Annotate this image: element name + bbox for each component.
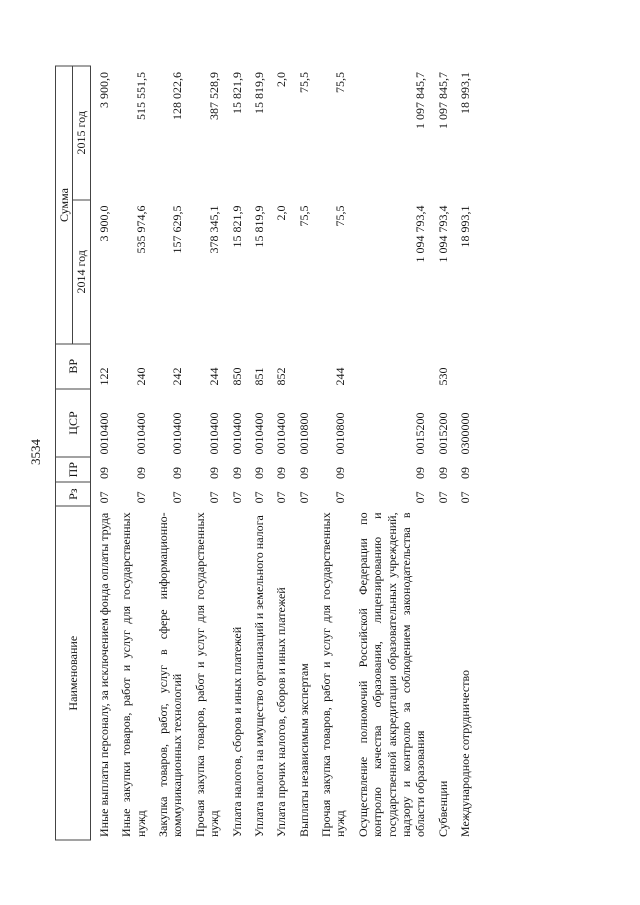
row-csr: 0300000 <box>458 412 473 455</box>
row-amount-2015: 515 551,5 <box>133 72 148 120</box>
rotated-page <box>55 66 585 841</box>
page-number: 3534 <box>28 439 43 465</box>
row-pr: 09 <box>458 466 473 479</box>
row-vr <box>291 344 313 388</box>
row-csr: 0010400 <box>96 412 111 455</box>
table-row <box>150 66 187 840</box>
row-amount-2014: 1 094 793,4 <box>435 205 450 263</box>
row-amount-2014: 535 974,6 <box>133 205 148 254</box>
row-vr: 852 <box>274 367 289 386</box>
row-name: Субвенции <box>435 780 450 837</box>
row-amount-2014: 18 993,1 <box>458 205 473 248</box>
row-vr <box>350 344 430 388</box>
row-amount-2015: 15 821,9 <box>229 72 244 114</box>
table-header <box>56 66 91 840</box>
row-rz: 07 <box>229 491 244 504</box>
row-rz: 07 <box>458 491 473 504</box>
row-pr: 09 <box>333 466 348 479</box>
header-year-2015: 2015 год <box>73 66 90 200</box>
table-row <box>268 66 290 840</box>
table-row <box>187 66 224 840</box>
row-csr: 0010400 <box>251 412 266 455</box>
row-vr: 850 <box>229 367 244 386</box>
row-amount-2015: 18 993,1 <box>458 72 473 114</box>
row-rz: 07 <box>96 491 111 504</box>
row-pr: 09 <box>207 466 222 479</box>
row-rz: 07 <box>333 491 348 504</box>
row-vr: 851 <box>251 367 266 386</box>
row-amount-2014: 15 819,9 <box>251 205 266 248</box>
table-row <box>350 66 430 840</box>
row-name: Выплаты независимым экспертам <box>296 663 311 837</box>
row-csr: 0010400 <box>229 412 244 455</box>
table-row <box>246 66 268 840</box>
table-row <box>113 66 150 840</box>
row-amount-2014: 15 821,9 <box>229 205 244 248</box>
row-pr: 09 <box>133 466 148 479</box>
header-vr: ВР <box>56 344 91 388</box>
table-row <box>90 66 113 840</box>
row-vr: 530 <box>435 367 450 386</box>
row-vr: 122 <box>96 367 111 386</box>
row-amount-2014: 378 345,1 <box>207 205 222 254</box>
table-row <box>452 66 474 840</box>
row-vr: 244 <box>207 367 222 386</box>
row-rz: 07 <box>413 491 428 504</box>
row-name: Осуществление полномочий Российской Федерации по контролю качества образования, лицензированию и государственной аккредитации образовательных учреждений, надзору и контролю за соблюдением законодательства в области образования <box>355 512 428 837</box>
row-amount-2015: 75,5 <box>333 72 348 93</box>
row-amount-2014: 2,0 <box>274 205 289 221</box>
header-amount: Сумма <box>56 66 73 344</box>
row-pr: 09 <box>170 466 185 479</box>
row-pr: 09 <box>296 466 311 479</box>
row-amount-2015: 387 528,9 <box>207 72 222 120</box>
row-name: Прочая закупка товаров, работ и услуг для государственных нужд <box>319 512 348 837</box>
row-rz: 07 <box>133 491 148 504</box>
row-amount-2014: 75,5 <box>296 205 311 227</box>
row-csr: 0015200 <box>413 412 428 455</box>
row-name: Уплата налогов, сборов и иных платежей <box>229 626 244 837</box>
row-csr: 0010400 <box>133 412 148 455</box>
row-csr: 0015200 <box>435 412 450 455</box>
row-amount-2015: 3 900,0 <box>96 72 111 108</box>
row-amount-2014: 1 094 793,4 <box>413 205 428 263</box>
row-amount-2015: 1 097 845,7 <box>435 72 450 129</box>
header-rz: Рз <box>56 482 91 506</box>
row-pr: 09 <box>229 466 244 479</box>
row-amount-2015: 15 819,9 <box>251 72 266 114</box>
table-row <box>224 66 246 840</box>
table-body <box>90 66 474 840</box>
row-rz: 07 <box>207 491 222 504</box>
row-csr: 0010800 <box>296 412 311 455</box>
row-csr: 0010800 <box>333 412 348 455</box>
header-pr: ПР <box>56 457 91 481</box>
row-name: Уплата прочих налогов, сборов и иных платежей <box>274 587 289 837</box>
row-amount-2015: 1 097 845,7 <box>413 72 428 129</box>
row-pr: 09 <box>251 466 266 479</box>
row-rz: 07 <box>170 491 185 504</box>
budget-table <box>55 66 475 841</box>
table-row <box>291 66 313 840</box>
row-rz: 07 <box>435 491 450 504</box>
row-name: Иные выплаты персоналу, за исключением фонда оплаты труда <box>96 512 111 837</box>
header-csr: ЦСР <box>56 389 91 458</box>
row-pr: 09 <box>96 466 111 479</box>
row-amount-2015: 75,5 <box>296 72 311 93</box>
row-pr: 09 <box>413 466 428 479</box>
row-csr: 0010400 <box>170 412 185 455</box>
header-year-2014: 2014 год <box>73 200 90 345</box>
row-name: Уплата налога на имущество организаций и земельного налога <box>251 515 266 837</box>
row-csr: 0010400 <box>207 412 222 455</box>
row-amount-2014: 75,5 <box>333 205 348 227</box>
row-pr: 09 <box>274 466 289 479</box>
row-vr: 240 <box>133 367 148 386</box>
row-pr: 09 <box>435 466 450 479</box>
table-row <box>430 66 452 840</box>
row-rz: 07 <box>274 491 289 504</box>
row-name: Закупка товаров, работ, услуг в сфере информационно-коммуникационных технологий <box>155 512 185 837</box>
row-name: Иные закупки товаров, работ и услуг для государственных нужд <box>119 512 148 837</box>
header-name: Наименование <box>56 506 91 840</box>
row-vr <box>452 344 474 388</box>
row-vr: 242 <box>170 367 185 386</box>
row-amount-2015: 128 022,6 <box>170 72 185 120</box>
row-amount-2015: 2,0 <box>274 72 289 87</box>
row-name: Прочая закупка товаров, работ и услуг для государственных нужд <box>192 512 222 837</box>
row-amount-2014: 3 900,0 <box>96 205 111 242</box>
row-rz: 07 <box>251 491 266 504</box>
row-amount-2014: 157 629,5 <box>170 205 185 254</box>
row-rz: 07 <box>296 491 311 504</box>
table-row <box>313 66 350 840</box>
row-vr: 244 <box>333 367 348 386</box>
row-csr: 0010400 <box>274 412 289 455</box>
row-name: Международное сотрудничество <box>458 669 473 837</box>
